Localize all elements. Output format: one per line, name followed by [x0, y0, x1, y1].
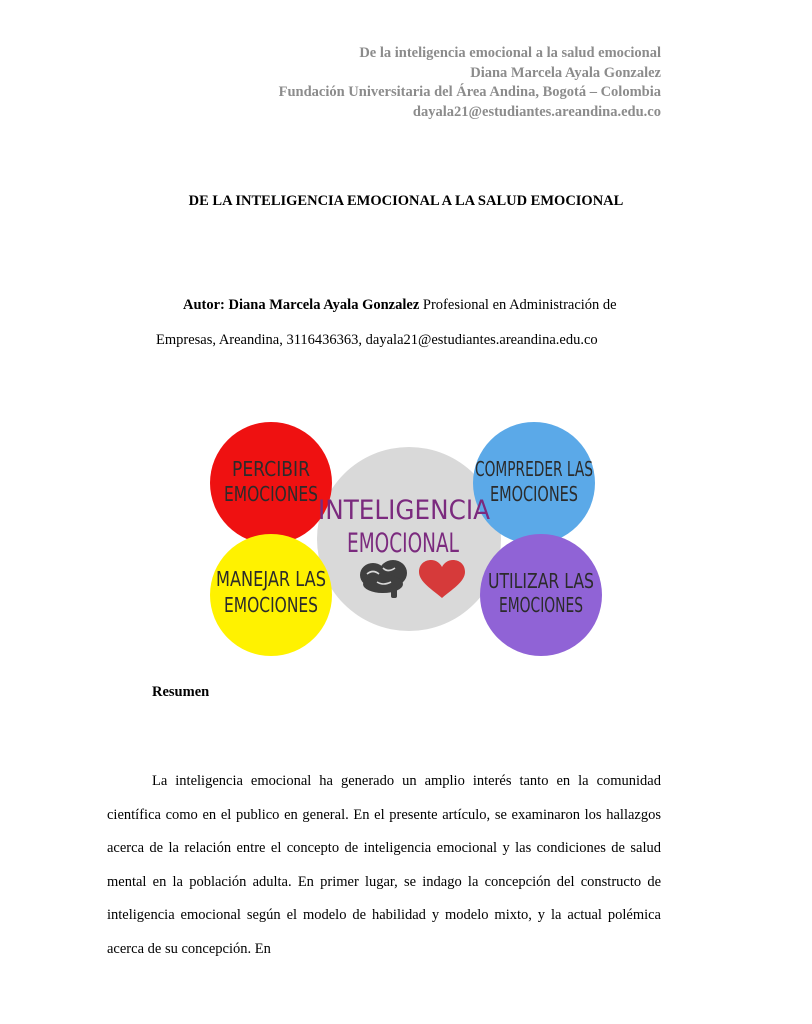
author-label: Autor:: [183, 297, 225, 313]
center-label-line-2: EMOCIONAL: [347, 528, 459, 559]
resumen-heading: Resumen: [152, 684, 210, 700]
author-block: [107, 288, 661, 358]
header-line-1: De la inteligencia emocional a la salud emocional: [359, 45, 661, 61]
author-name: Diana Marcela Ayala Gonzalez: [228, 297, 420, 313]
utilizar-line-2: EMOCIONES: [499, 593, 583, 617]
utilizar-line-1: UTILIZAR LAS: [488, 569, 594, 593]
emotional-intelligence-graphic: [207, 424, 605, 654]
manejar-line-1: MANEJAR LAS: [216, 567, 326, 591]
header-line-3: Fundación Universitaria del Área Andina, Bogotá – Colombia: [278, 84, 661, 100]
comprender-line-1: COMPREDER LAS: [475, 457, 593, 481]
author-description: Profesional en Administración de: [422, 297, 617, 313]
document-title: DE LA INTELIGENCIA EMOCIONAL A LA SALUD EMOCIONAL: [188, 193, 624, 209]
running-header: [279, 44, 661, 122]
center-label-line-1: INTELIGENCIA: [318, 495, 491, 526]
header-line-4: dayala21@estudiantes.areandina.edu.co: [412, 103, 661, 120]
percibir-line-2: EMOCIONES: [224, 482, 318, 506]
comprender-line-2: EMOCIONES: [490, 482, 578, 506]
header-line-2: Diana Marcela Ayala Gonzalez: [470, 64, 661, 81]
abstract-paragraph: La inteligencia emocional ha generado un amplio interés tanto en la comunidad científica como en el publico en general. En el presente artículo, se examinaron los hallazgos acerca de la relación entre el concepto de inteligencia emocional y las condiciones de salud mental en la población adulta. En primer lugar, se indago la concepción del constructo de inteligencia emocional según el modelo de habilidad y modelo mixto, y la actual polémica acerca de su concepción. En: [107, 773, 661, 957]
manejar-line-2: EMOCIONES: [224, 593, 318, 617]
percibir-line-1: PERCIBIR: [232, 457, 311, 481]
author-description-continued: Empresas, Areandina, 3116436363, dayala21@estudiantes.areandina.edu.co: [156, 332, 598, 348]
